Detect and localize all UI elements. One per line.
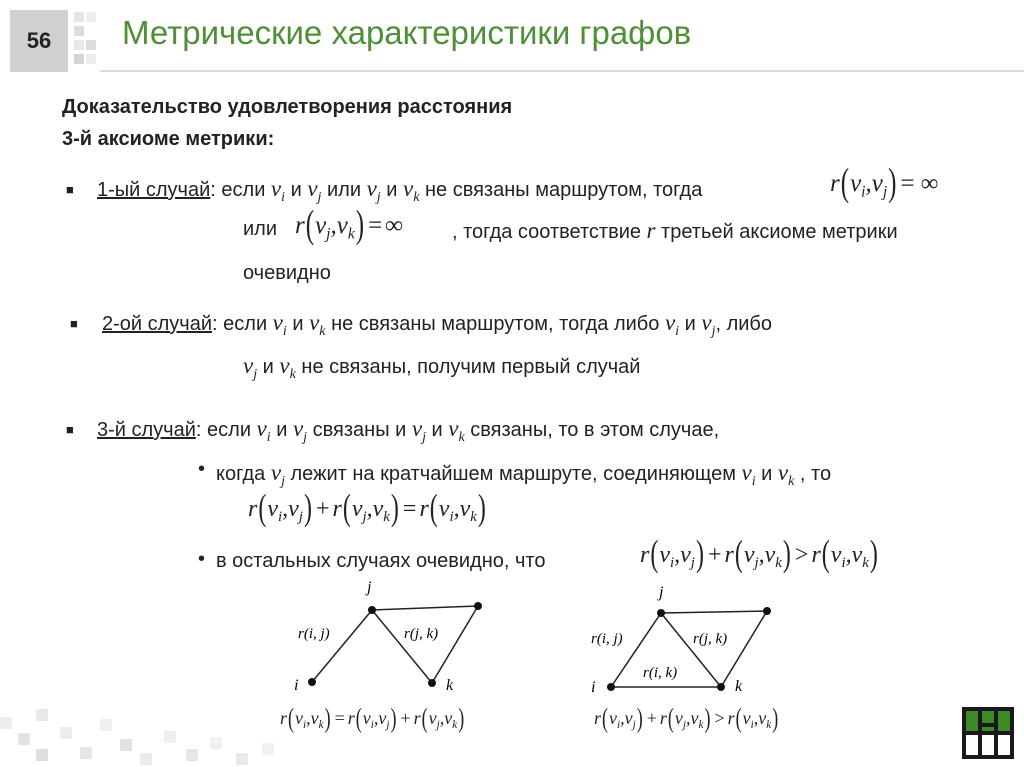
- proof-heading-line2: 3-й аксиоме метрики:: [62, 128, 275, 150]
- label-edge-ij: r(i, j): [298, 626, 330, 642]
- slide-title: Метрические характеристики графов: [122, 14, 692, 51]
- case1-line2-text: , тогда соответствие r третьей аксиоме метрики: [452, 218, 898, 243]
- node-far: [474, 602, 482, 610]
- label-edge-jk: r(j, k): [404, 626, 439, 642]
- formula-r-vj-vk-inf: $r(v_j,v_k)$ = ∞: [295, 204, 403, 247]
- label-node-j: j: [659, 584, 664, 601]
- edge-j-far: [372, 606, 478, 610]
- label-node-k: k: [446, 677, 454, 694]
- edge-k-far: [432, 606, 478, 683]
- slide-number: 56: [10, 10, 68, 72]
- node-j: [368, 606, 376, 614]
- formula-right-graph: $r(v_i,v_j) + r(v_j,v_k) > r(v_i,v_k)$: [594, 702, 779, 734]
- edge-jk: [372, 610, 432, 683]
- node-j: [657, 609, 665, 617]
- label-node-i: i: [591, 679, 596, 696]
- edge-ij: [312, 610, 372, 682]
- case3-line1: 3-й случай: если $v_i$ и $v_j$ связаны и $v_j$ и $v_k$ связаны, то в этом случае,: [97, 416, 720, 445]
- node-far: [763, 607, 771, 615]
- label-node-k: k: [735, 678, 743, 695]
- bullet-dot: •: [198, 458, 206, 480]
- proof-heading-line1: Доказательство удовлетворения расстояния: [62, 96, 513, 118]
- label-node-j: j: [367, 579, 372, 596]
- case1-obvious: очевидно: [243, 262, 331, 284]
- formula-triangle-equality: $r(v_i,v_j) + r(v_j,v_k) = r(v_i,v_k)$: [248, 488, 486, 529]
- formula-r-vi-vj-inf: $r(v_i,v_j)$ = ∞: [830, 162, 939, 205]
- case3-sub1: когда $v_j$ лежит на кратчайшем маршруте, соединяющем $v_i$ и $v_k$ , то: [216, 460, 832, 489]
- label-node-i: i: [294, 677, 299, 694]
- decorative-pixel-pattern: [0, 697, 380, 767]
- bullet-square: ■: [66, 422, 74, 437]
- edge-k-far: [721, 611, 767, 687]
- graph-right: [585, 575, 785, 700]
- case2-line1: 2-ой случай: если $v_i$ и $v_k$ не связаны маршрутом, тогда либо $v_i$ и $v_j$, либо: [102, 310, 773, 339]
- node-i: [607, 683, 615, 691]
- title-divider: [100, 70, 1024, 72]
- graph-left: [280, 570, 510, 700]
- label-edge-ij: r(i, j): [591, 631, 623, 647]
- logo-icon: [962, 707, 1014, 759]
- node-i: [308, 678, 316, 686]
- case3-sub2: в остальных случаях очевидно, что: [216, 550, 546, 572]
- edge-j-far: [661, 611, 767, 613]
- case1-or: или: [243, 218, 278, 240]
- formula-left-graph: $r(v_i,v_k) = r(v_i,v_j) + r(v_j,v_k)$: [280, 702, 465, 734]
- case2-line2: $v_j$ и $v_k$ не связаны, получим первый случай: [243, 353, 641, 382]
- bullet-square: ■: [70, 316, 78, 331]
- bullet-dot: •: [198, 548, 206, 570]
- node-k: [428, 679, 436, 687]
- node-k: [717, 683, 725, 691]
- bullet-square: ■: [66, 182, 74, 197]
- label-edge-jk: r(j, k): [693, 631, 728, 647]
- label-edge-ik: r(i, k): [643, 665, 678, 681]
- header-decoration: [72, 10, 102, 74]
- case1-line1: 1-ый случай: если $v_i$ и $v_j$ или $v_j$ и $v_k$ не связаны маршрутом, тогда: [97, 176, 703, 205]
- formula-triangle-inequality: $r(v_i,v_j) + r(v_j,v_k) > r(v_i,v_k)$: [640, 534, 878, 575]
